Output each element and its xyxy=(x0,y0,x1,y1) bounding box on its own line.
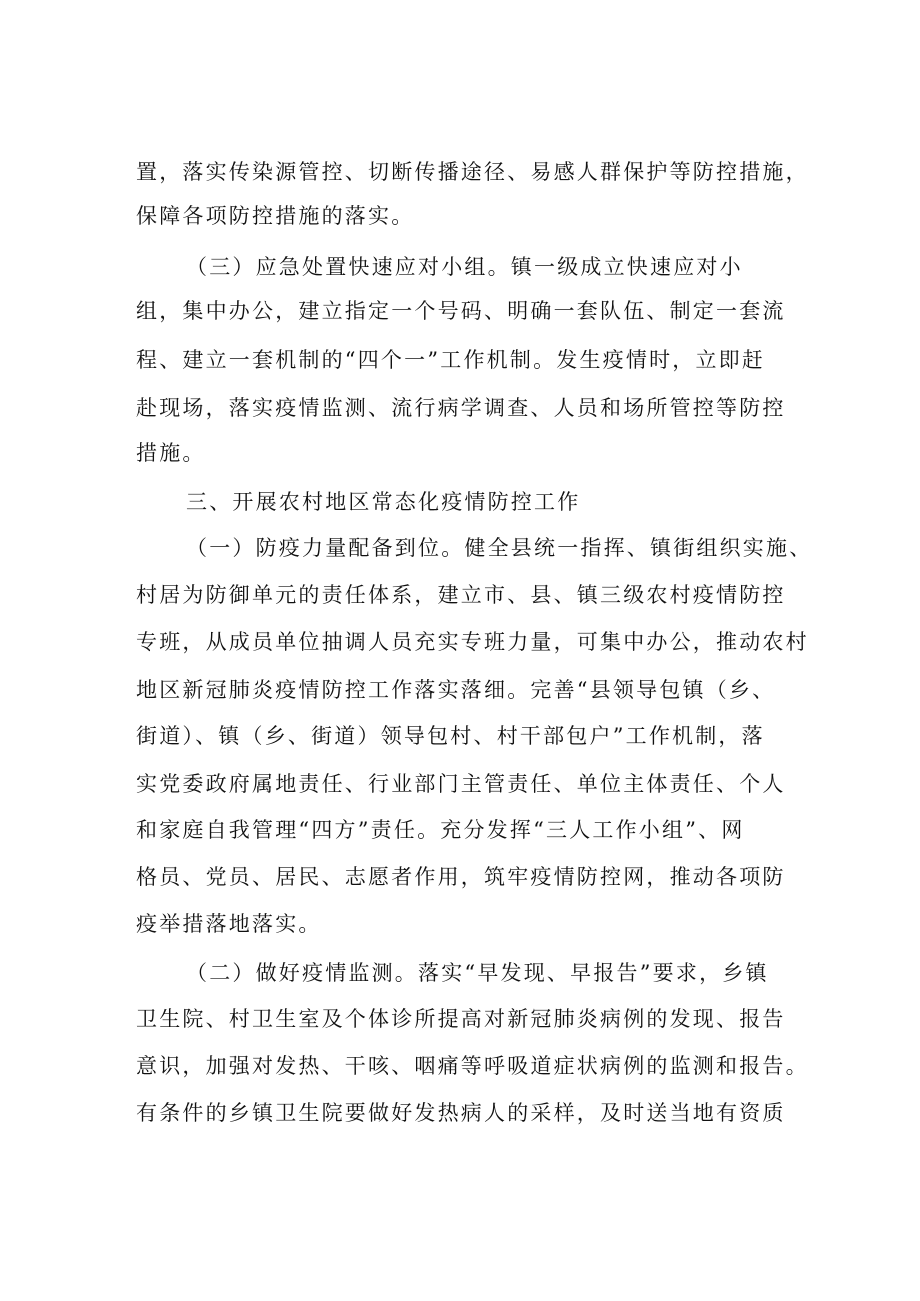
text-line-11: 专班，从成员单位抽调人员充实专班力量，可集中办公，推动农村 xyxy=(136,630,809,654)
text-line-2: 保障各项防控措施的落实。 xyxy=(136,204,415,228)
text-line-3: （三）应急处置快速应对小组。镇一级成立快速应对小 xyxy=(186,255,743,279)
section-heading: 三、开展农村地区常态化疫情防控工作 xyxy=(186,490,581,514)
text-line-9: （一）防疫力量配备到位。健全县统一指挥、镇街组织实施、 xyxy=(186,536,813,560)
text-line-6: 赴现场，落实疫情监测、流行病学调查、人员和场所管控等防控 xyxy=(136,396,786,420)
text-line-5: 程、建立一套机制的“四个一”工作机制。发生疫情时，立即赶 xyxy=(136,348,766,372)
text-line-18: （二）做好疫情监测。落实“早发现、早报告”要求，乡镇 xyxy=(186,961,769,985)
text-line-1: 置，落实传染源管控、切断传播途径、易感人群保护等防控措施， xyxy=(136,160,809,184)
text-line-12: 地区新冠肺炎疫情防控工作落实落细。完善“县领导包镇（乡、 xyxy=(136,678,776,702)
text-line-7: 措施。 xyxy=(136,441,206,465)
text-line-4: 组，集中办公，建立指定一个号码、明确一套队伍、制定一套流 xyxy=(136,299,786,323)
text-line-15: 和家庭自我管理“四方”责任。充分发挥“三人工作小组”、网 xyxy=(136,818,745,842)
text-line-16: 格员、党员、居民、志愿者作用，筑牢疫情防控网，推动各项防 xyxy=(136,865,786,889)
text-line-19: 卫生院、村卫生室及个体诊所提高对新冠肺炎病例的发现、报告 xyxy=(136,1007,786,1031)
text-line-17: 疫举措落地落实。 xyxy=(136,912,322,936)
text-line-21: 有条件的乡镇卫生院要做好发热病人的采样，及时送当地有资质 xyxy=(136,1101,786,1125)
text-line-20: 意识，加强对发热、干咳、咽痛等呼吸道症状病例的监测和报告。 xyxy=(136,1054,809,1078)
text-line-13: 街道）、镇（乡、街道）领导包村、村干部包户”工作机制，落 xyxy=(136,724,765,748)
text-line-10: 村居为防御单元的责任体系，建立市、县、镇三级农村疫情防控 xyxy=(136,583,786,607)
text-line-14: 实党委政府属地责任、行业部门主管责任、单位主体责任、个人 xyxy=(136,772,786,796)
